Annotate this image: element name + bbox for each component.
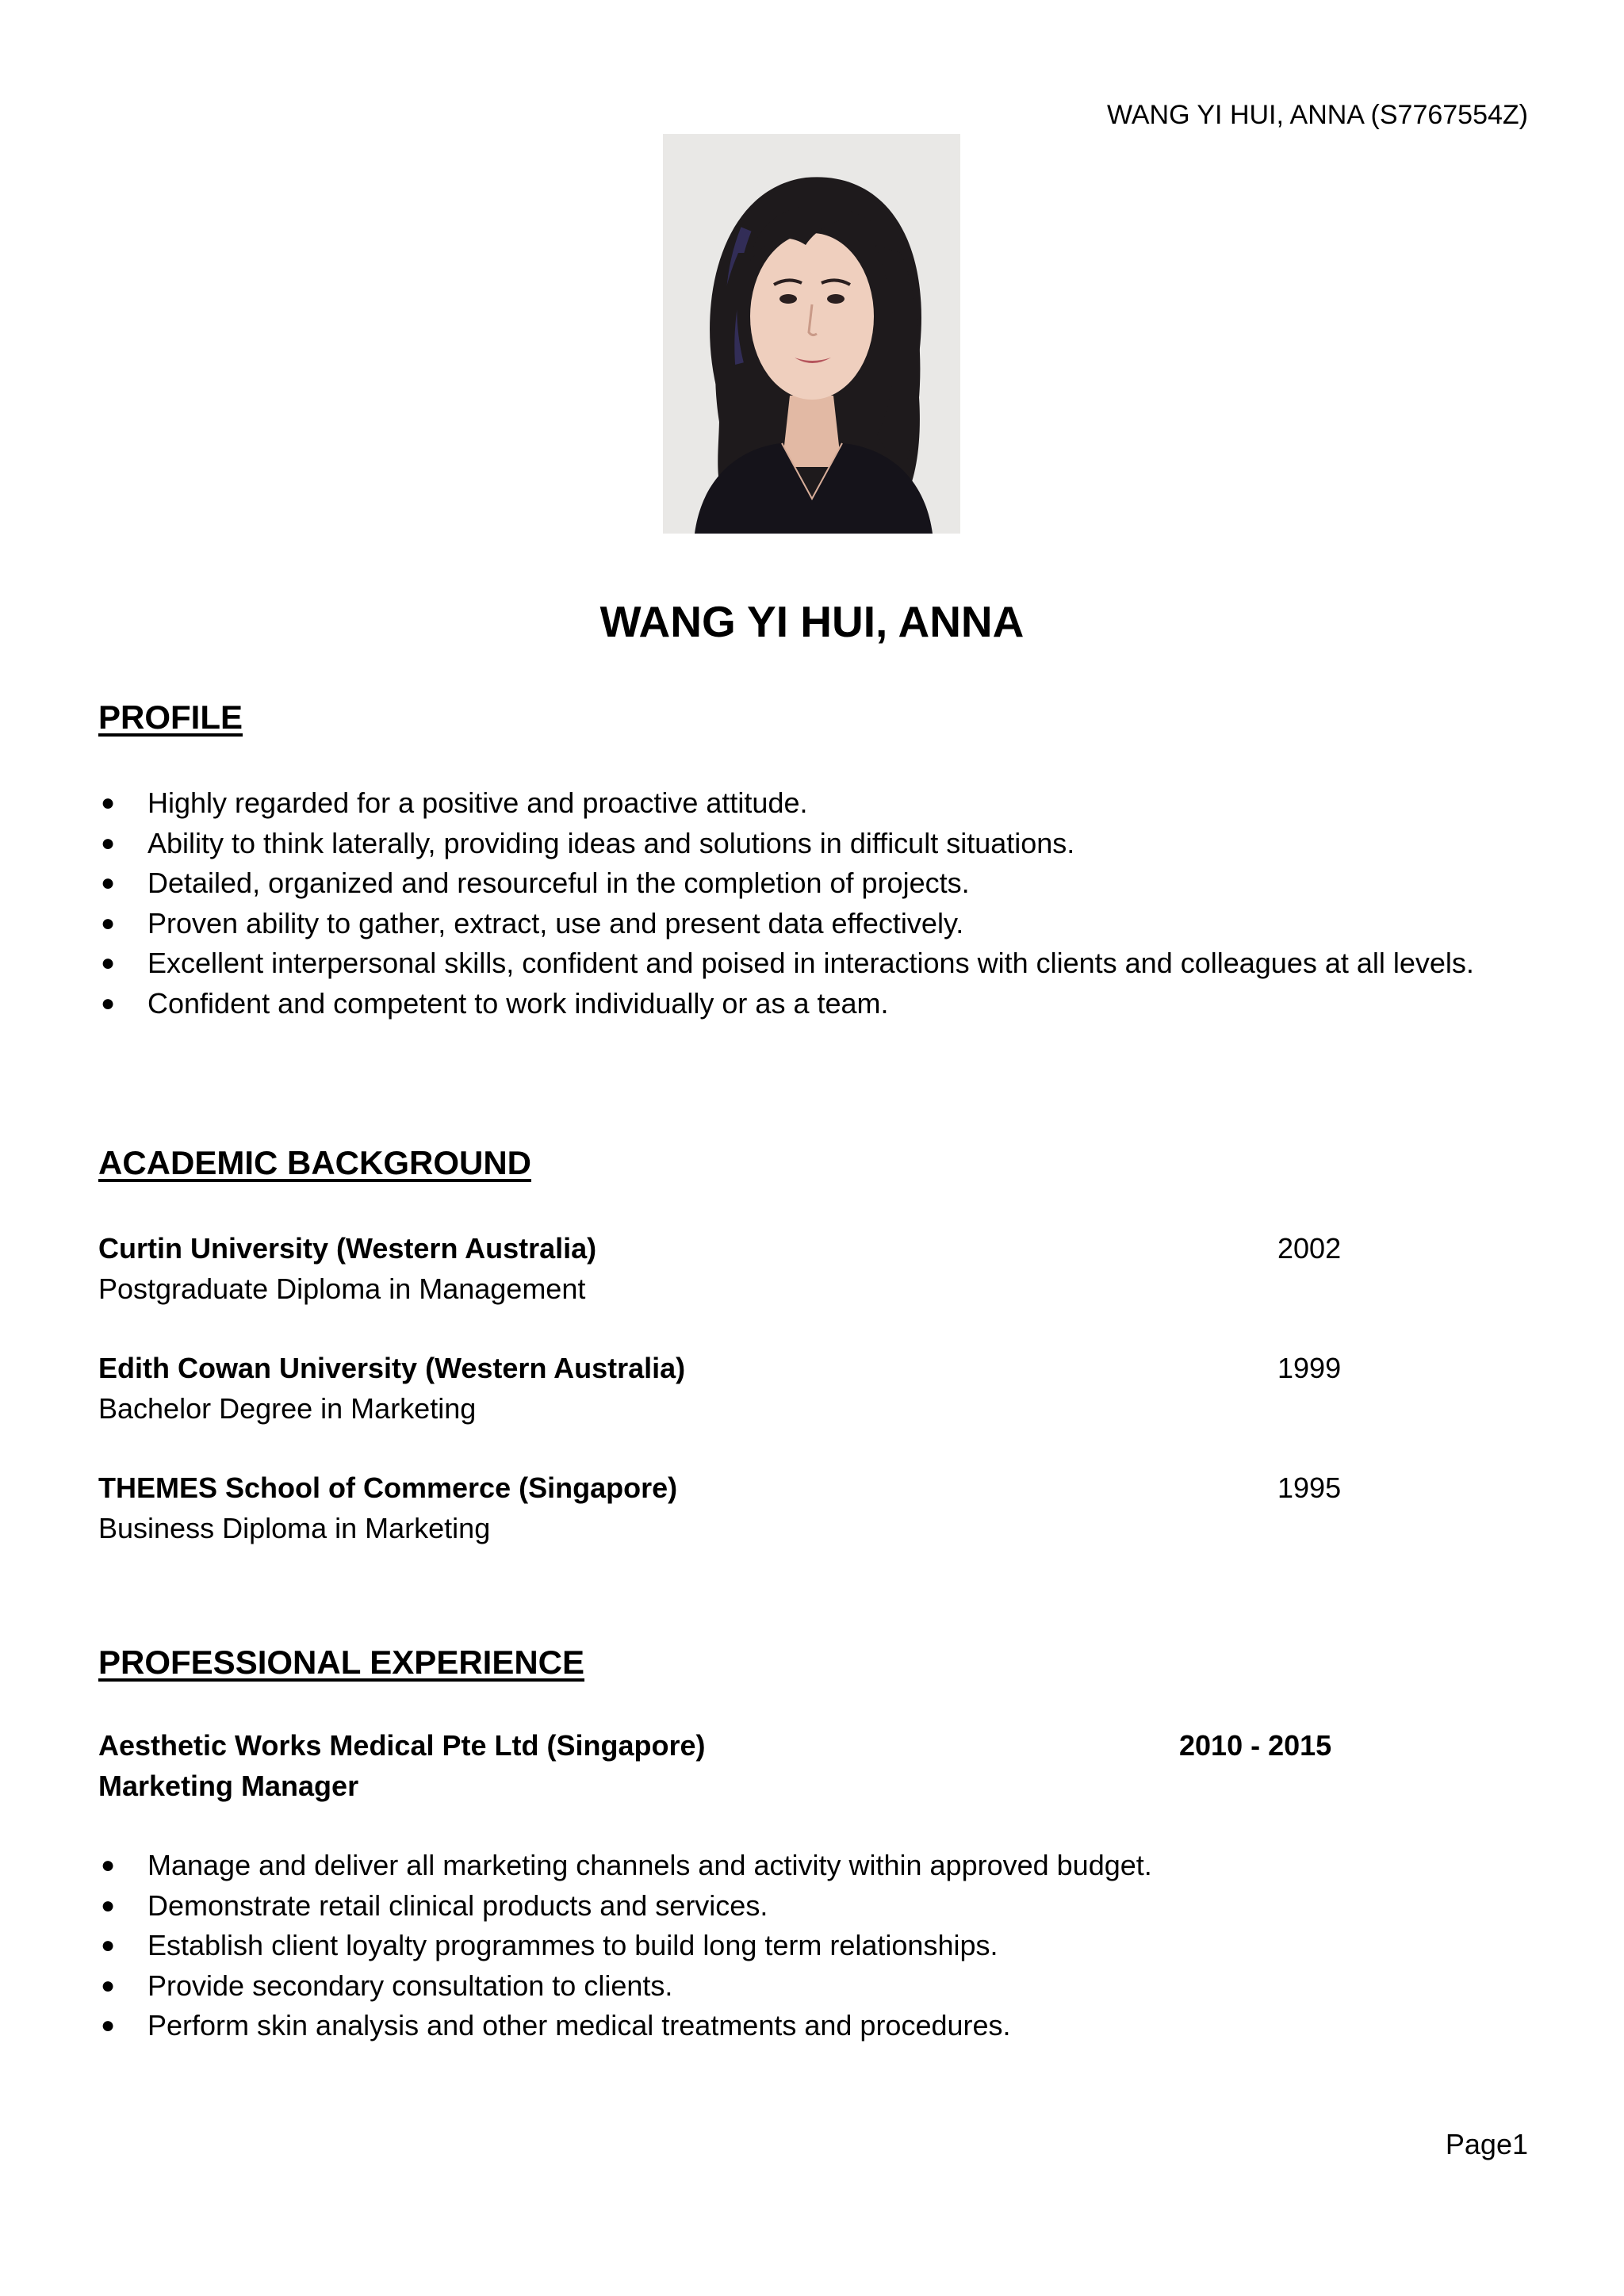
bullet-icon: ●	[101, 950, 116, 976]
list-item-text: Manage and deliver all marketing channels and activity within approved budget.	[147, 1849, 1152, 1881]
bullet-icon: ●	[101, 1972, 116, 1999]
qualification: Bachelor Degree in Marketing	[98, 1391, 477, 1425]
education-entry	[98, 1468, 677, 1548]
bullet-icon: ●	[101, 1852, 116, 1878]
education-year: 2002	[1277, 1232, 1342, 1265]
education-entry	[98, 1349, 685, 1429]
list-item	[98, 1966, 1526, 2007]
list-item	[98, 783, 1526, 824]
school-name: THEMES School of Commerce (Singapore)	[98, 1471, 678, 1504]
education-year: 1995	[1277, 1471, 1342, 1504]
list-item	[98, 904, 1526, 944]
academic-heading: ACADEMIC BACKGROUND	[98, 1144, 531, 1181]
candidate-name: WANG YI HUI, ANNA	[599, 597, 1025, 646]
job-duties-list	[98, 1846, 1526, 2046]
bullet-icon: ●	[101, 1892, 116, 1919]
list-item-text: Proven ability to gather, extract, use and present data effectively.	[147, 906, 964, 939]
list-item-text: Ability to think laterally, providing ideas and solutions in difficult situations.	[147, 826, 1075, 859]
education-entry	[98, 1229, 596, 1309]
list-item-text: Highly regarded for a positive and proactive attitude.	[147, 786, 808, 819]
list-item-text: Detailed, organized and resourceful in the completion of projects.	[147, 867, 970, 899]
company-name: Aesthetic Works Medical Pte Ltd (Singapore)	[98, 1729, 706, 1762]
portrait-photo	[663, 134, 960, 534]
profile-heading: PROFILE	[98, 698, 243, 736]
list-item-text: Perform skin analysis and other medical treatments and procedures.	[147, 2009, 1011, 2042]
list-item-text: Confident and competent to work individually or as a team.	[147, 986, 889, 1020]
profile-list	[98, 783, 1526, 1024]
qualification: Business Diploma in Marketing	[98, 1511, 491, 1544]
list-item	[98, 984, 1526, 1024]
portrait-illustration	[663, 134, 960, 534]
list-item-text: Excellent interpersonal skills, confident and poised in interactions with clients and colleagues at all levels.	[147, 947, 1474, 979]
list-item	[98, 1926, 1526, 1966]
education-year: 1999	[1277, 1352, 1342, 1384]
school-name: Edith Cowan University (Western Australia)	[98, 1352, 686, 1384]
bullet-icon: ●	[101, 1932, 116, 1958]
experience-heading: PROFESSIONAL EXPERIENCE	[98, 1644, 585, 1681]
list-item	[98, 2006, 1526, 2046]
job-period: 2010 - 2015	[1179, 1729, 1332, 1762]
list-item-text: Demonstrate retail clinical products and services.	[147, 1888, 768, 1922]
job-title: Marketing Manager	[98, 1769, 359, 1802]
page-number: Page1	[1445, 2128, 1528, 2160]
list-item	[98, 863, 1526, 904]
list-item	[98, 1886, 1526, 1927]
bullet-icon: ●	[101, 870, 116, 896]
bullet-icon: ●	[101, 829, 116, 856]
list-item-text: Provide secondary consultation to clients.	[147, 1969, 673, 2002]
bullet-icon: ●	[101, 989, 116, 1016]
list-item-text: Establish client loyalty programmes to build long term relationships.	[147, 1929, 998, 1961]
job-entry	[98, 1726, 705, 1806]
bullet-icon: ●	[101, 2012, 116, 2038]
list-item	[98, 943, 1559, 984]
header-id-line: WANG YI HUI, ANNA (S7767554Z)	[1107, 100, 1528, 130]
school-name: Curtin University (Western Australia)	[98, 1232, 597, 1265]
bullet-icon: ●	[101, 909, 116, 936]
bullet-icon: ●	[101, 790, 116, 816]
qualification: Postgraduate Diploma in Management	[98, 1272, 586, 1305]
list-item	[98, 824, 1526, 864]
list-item	[98, 1846, 1526, 1886]
